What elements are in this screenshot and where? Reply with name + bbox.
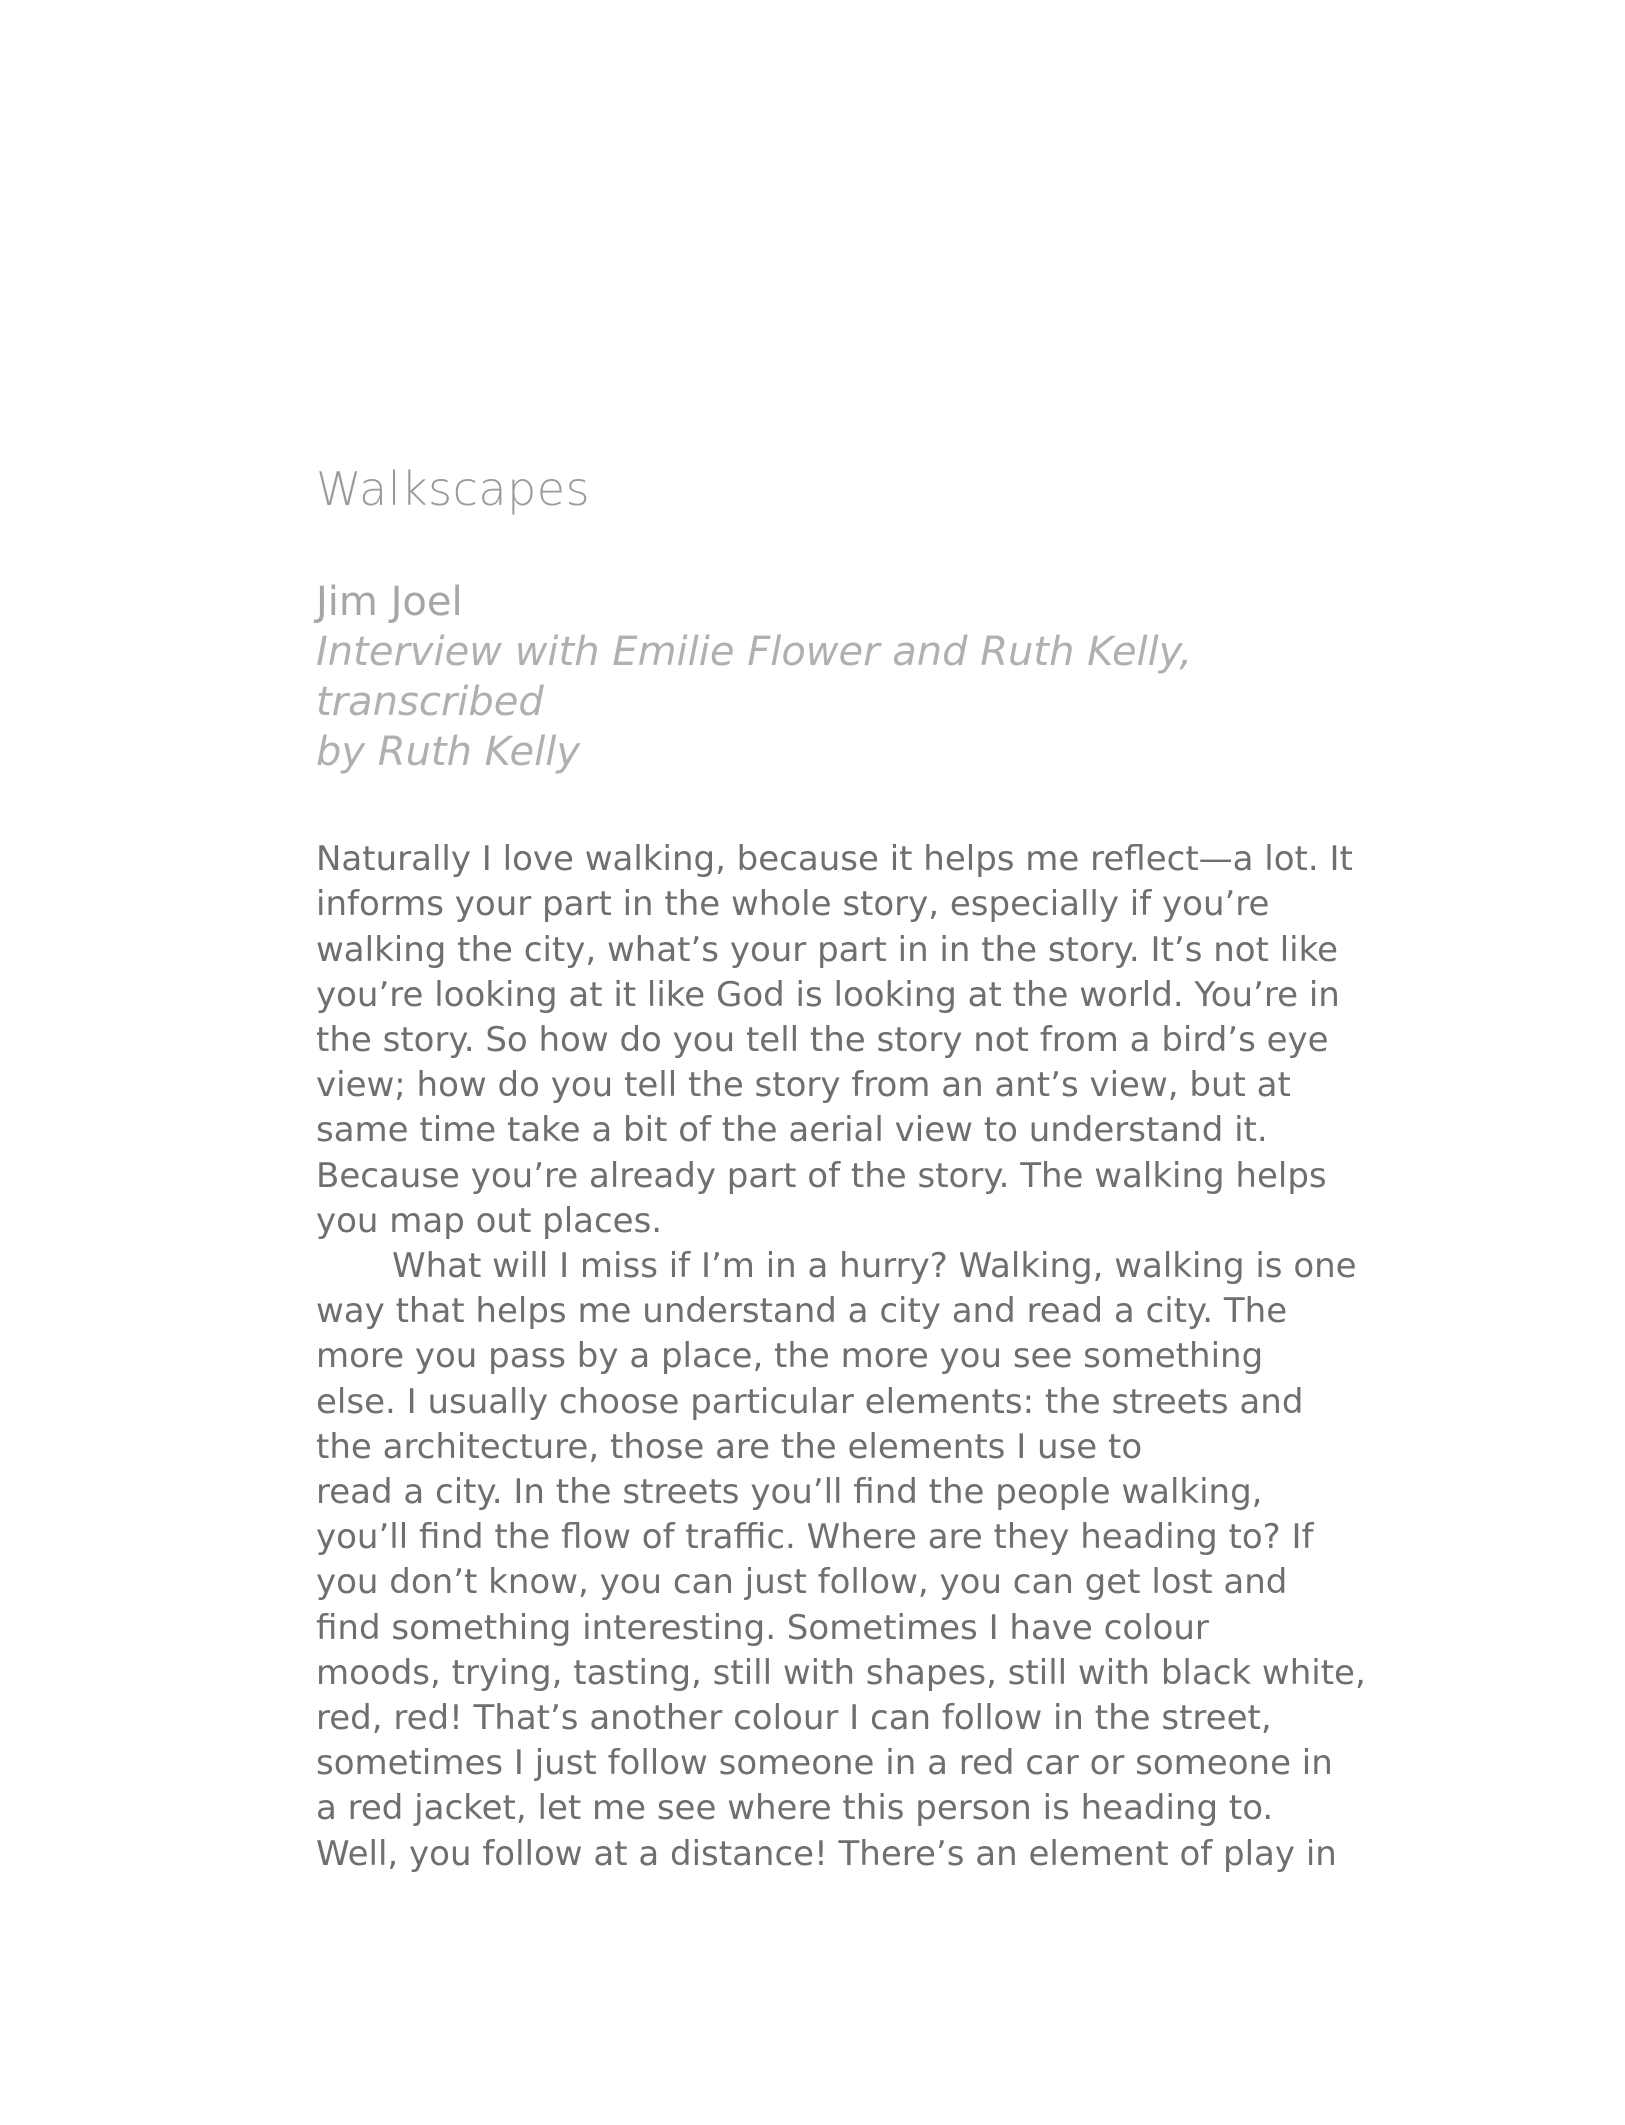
body-line: Well, you follow at a distance! There’s an element of play in — [316, 1833, 1337, 1874]
body-line: way that helps me understand a city and read a city. The — [316, 1291, 1288, 1332]
body-line: view; how do you tell the story from an ant’s view, but at — [316, 1065, 1291, 1106]
body-line: else. I usually choose particular elements: the streets and — [316, 1381, 1304, 1422]
body-line: you’re looking at it like God is looking at the world. You’re in — [316, 974, 1340, 1015]
subtitle — [316, 627, 1316, 777]
body-line: red, red! That’s another colour I can follow in the street, — [316, 1698, 1272, 1739]
body-line: find something interesting. Sometimes I have colour — [316, 1607, 1209, 1648]
body-line: you’ll find the flow of traffic. Where are they heading to? If — [316, 1517, 1314, 1558]
body-line: you don’t know, you can just follow, you can get lost and — [316, 1562, 1288, 1603]
body-line: Because you’re already part of the story. The walking helps — [316, 1155, 1327, 1196]
subtitle-line: by Ruth Kelly — [316, 729, 580, 776]
body-line: informs your part in the whole story, especially if you’re — [316, 884, 1270, 925]
body-line: moods, trying, tasting, still with shapes, still with black white, — [316, 1652, 1366, 1693]
body-text — [316, 837, 1366, 1877]
body-line: Naturally I love walking, because it helps me reflect—a lot. It — [316, 839, 1353, 880]
body-line: sometimes I just follow someone in a red car or someone in — [316, 1743, 1333, 1784]
body-line: read a city. In the streets you’ll find the people walking, — [316, 1472, 1263, 1513]
document-page — [316, 462, 1366, 1877]
body-line: more you pass by a place, the more you see something — [316, 1336, 1264, 1377]
subtitle-line: Interview with Emilie Flower and Ruth Kelly, transcribed — [316, 629, 1193, 726]
body-line: the architecture, those are the elements I use to — [316, 1426, 1143, 1467]
page-title: Walkscapes — [316, 462, 591, 516]
body-line: same time take a bit of the aerial view to understand it. — [316, 1110, 1268, 1151]
body-line: a red jacket, let me see where this person is heading to. — [316, 1788, 1274, 1829]
body-line: you map out places. — [316, 1200, 663, 1241]
body-line: the story. So how do you tell the story not from a bird’s eye — [316, 1020, 1329, 1060]
body-line: What will I miss if I’m in a hurry? Walking, walking is one — [392, 1246, 1357, 1287]
author-name: Jim Joel — [316, 579, 463, 626]
body-line: walking the city, what’s your part in in the story. It’s not like — [316, 929, 1339, 970]
